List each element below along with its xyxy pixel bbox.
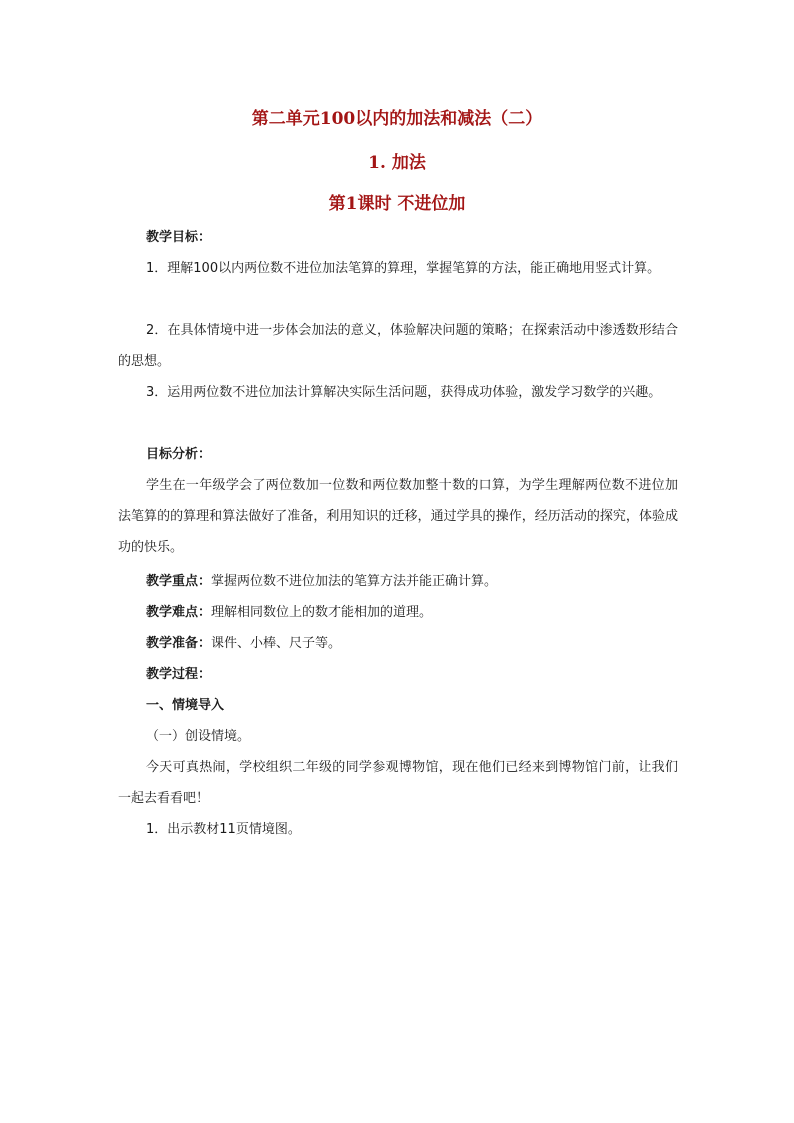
analysis-text: 学生在一年级学会了两位数加一位数和两位数加整十数的口算，为学生理解两位数不进位加法笔算的的算理和算法做好了准备，利用知识的迁移，通过学具的操作，经历活动的探究，体验成功的快乐。 <box>118 478 678 555</box>
analysis-heading: 目标分析： <box>146 447 212 462</box>
difficulty-text: 理解相同数位上的数才能相加的道理。 <box>211 605 433 620</box>
part1-text: 今天可真热闹，学校组织二年级的同学参观博物馆，现在他们已经来到博物馆门前，让我们一起去看看吧！ <box>118 760 678 806</box>
process-heading: 教学过程： <box>146 667 212 682</box>
difficulty-line <box>146 603 432 623</box>
part1-step-1: 1．出示教材11页情境图。 <box>146 822 301 837</box>
preparation-line <box>146 634 341 654</box>
part1-subheading: （一）创设情境。 <box>146 729 251 744</box>
difficulty-label: 教学难点： <box>146 605 212 620</box>
unit-title: 第二单元100以内的加法和减法（二） <box>251 109 543 129</box>
objective-item-1: 1．理解100以内两位数不进位加法笔算的算理，掌握笔算的方法，能正确地用竖式计算。 <box>146 261 661 276</box>
lesson-title: 第1课时 不进位加 <box>328 194 466 214</box>
key-point-line <box>146 572 497 592</box>
preparation-label: 教学准备： <box>146 636 212 651</box>
objectives-heading: 教学目标： <box>146 230 212 245</box>
key-point-text: 掌握两位数不进位加法的笔算方法并能正确计算。 <box>211 574 498 589</box>
objective-item-3: 3．运用两位数不进位加法计算解决实际生活问题，获得成功体验，激发学习数学的兴趣。 <box>146 385 662 400</box>
key-point-label: 教学重点： <box>146 574 212 589</box>
preparation-text: 课件、小棒、尺子等。 <box>211 636 342 651</box>
part1-heading: 一、情境导入 <box>146 698 225 713</box>
objective-item-2: 2．在具体情境中进一步体会加法的意义，体验解决问题的策略；在探索活动中渗透数形结合的思想。 <box>118 323 678 369</box>
section-title: 1. 加法 <box>368 153 426 173</box>
